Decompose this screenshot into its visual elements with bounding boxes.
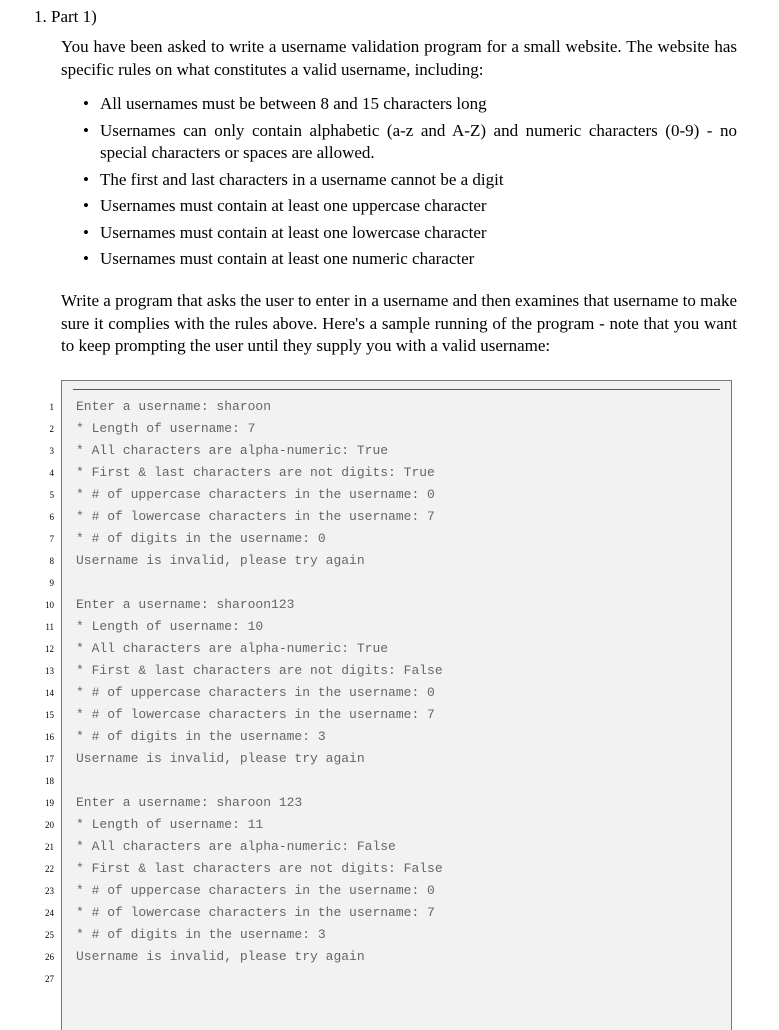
rule-item: [61, 222, 737, 245]
code-line: Username is invalid, please try again: [76, 949, 365, 964]
line-number: 16: [45, 732, 54, 742]
code-line: * # of lowercase characters in the username: 7: [76, 509, 435, 524]
code-lines: [76, 397, 443, 991]
bullet-icon: •: [83, 94, 89, 113]
code-line: * Length of username: 7: [76, 421, 256, 436]
line-number: 20: [45, 820, 54, 830]
code-line: * All characters are alpha-numeric: True: [76, 443, 389, 458]
code-line: * All characters are alpha-numeric: False: [76, 839, 396, 854]
code-line: * First & last characters are not digits: False: [76, 861, 443, 876]
bullet-icon: •: [83, 169, 89, 189]
line-number: 6: [49, 512, 54, 522]
code-line: [76, 969, 443, 991]
rule-text: Usernames must contain at least one lowercase character: [100, 222, 487, 242]
line-number: 18: [45, 776, 54, 786]
code-line: * # of uppercase characters in the username: 0: [76, 685, 435, 700]
code-line: Username is invalid, please try again: [76, 553, 365, 568]
rule-item: [61, 169, 737, 192]
code-line: Enter a username: sharoon: [76, 399, 272, 414]
line-number: 13: [45, 666, 54, 676]
line-number: 26: [45, 952, 54, 962]
code-line: * First & last characters are not digits: True: [76, 465, 435, 480]
rules-list: [61, 93, 737, 275]
rule-text: The first and last characters in a username cannot be a digit: [100, 169, 504, 189]
code-line: [76, 573, 443, 595]
line-number: 27: [45, 974, 54, 984]
line-number: 9: [49, 578, 54, 588]
instructions-paragraph: Write a program that asks the user to enter in a username and then examines that username to make sure it complies with the rules above. Here's a sample running of the program - note that you want to keep prompting the user until they supply you with a valid username:: [61, 291, 737, 355]
bullet-icon: •: [83, 196, 89, 215]
rule-text: Usernames must contain at least one numeric character: [100, 249, 475, 268]
code-line: * # of lowercase characters in the username: 7: [76, 905, 435, 920]
line-number: 24: [45, 908, 54, 918]
line-number: 22: [45, 864, 54, 874]
line-number: 12: [45, 644, 54, 654]
bullet-icon: •: [83, 222, 89, 242]
line-number: 11: [45, 622, 54, 632]
line-number: 10: [45, 600, 54, 610]
rule-text: Usernames can only contain alphabetic (a-z and A-Z) and numeric characters (0-9) - no special characters or spaces are allowed.: [100, 120, 737, 162]
rule-text: All usernames must be between 8 and 15 characters long: [100, 94, 487, 113]
code-line: * # of digits in the username: 0: [76, 531, 326, 546]
line-number: 8: [49, 556, 54, 566]
rule-item: [61, 93, 737, 116]
line-number: 2: [49, 424, 54, 434]
rule-text: Usernames must contain at least one uppercase character: [100, 196, 487, 215]
line-number: 21: [45, 842, 54, 852]
line-number-gutter: [30, 398, 54, 992]
line-number: 14: [45, 688, 54, 698]
code-line: * Length of username: 11: [76, 817, 264, 832]
line-number: 17: [45, 754, 54, 764]
bullet-icon: •: [83, 120, 89, 140]
rule-item: [61, 195, 737, 218]
code-line: Username is invalid, please try again: [76, 751, 365, 766]
line-number: 5: [49, 490, 54, 500]
question-heading: 1. Part 1): [34, 7, 97, 26]
line-number: 7: [49, 534, 54, 544]
line-number: 19: [45, 798, 54, 808]
code-line: * Length of username: 10: [76, 619, 264, 634]
code-line: [76, 771, 443, 793]
code-line: * # of lowercase characters in the username: 7: [76, 707, 435, 722]
code-line: * # of uppercase characters in the username: 0: [76, 487, 435, 502]
line-number: 23: [45, 886, 54, 896]
code-line: * # of digits in the username: 3: [76, 729, 326, 744]
line-number: 1: [49, 402, 54, 412]
code-line: * # of uppercase characters in the username: 0: [76, 883, 435, 898]
rule-item: [61, 248, 737, 271]
line-number: 25: [45, 930, 54, 940]
bullet-icon: •: [83, 249, 89, 268]
code-line: * All characters are alpha-numeric: True: [76, 641, 389, 656]
code-line: Enter a username: sharoon 123: [76, 795, 303, 810]
line-number: 4: [49, 468, 54, 478]
code-line: * First & last characters are not digits: False: [76, 663, 443, 678]
rule-item: [61, 120, 737, 165]
code-line: Enter a username: sharoon123: [76, 597, 295, 612]
code-top-rule: [73, 389, 720, 390]
intro-paragraph: You have been asked to write a username validation program for a small website. The website has specific rules on what constitutes a valid username, including:: [61, 37, 737, 79]
line-number: 15: [45, 710, 54, 720]
code-line: * # of digits in the username: 3: [76, 927, 326, 942]
line-number: 3: [49, 446, 54, 456]
